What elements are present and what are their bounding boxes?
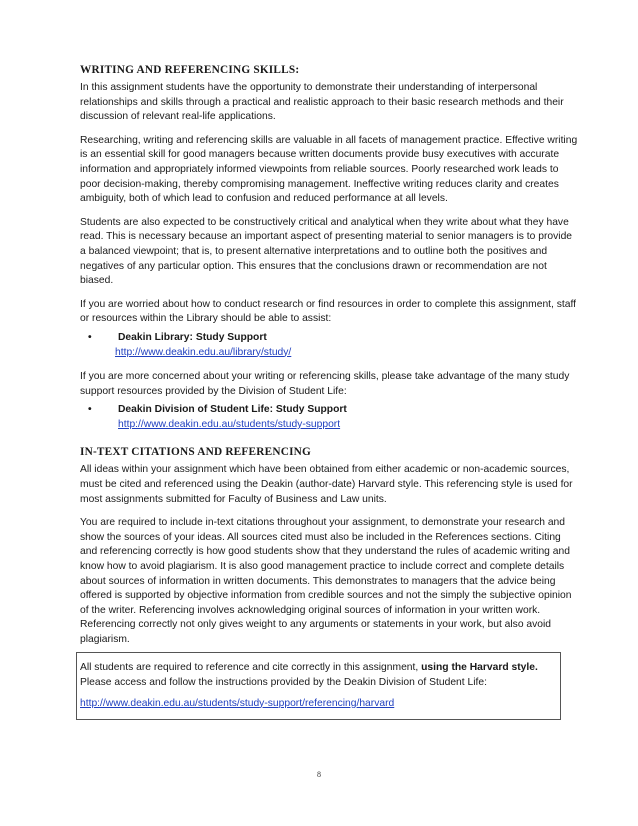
- student-life-support-link[interactable]: http://www.deakin.edu.au/students/study-support: [118, 418, 341, 430]
- paragraph: If you are worried about how to conduct research or find resources in order to complete this assignment, staff or resources within the Library should be able to assist:: [80, 298, 577, 325]
- bullet-title: Deakin Library: Study Support: [118, 331, 267, 343]
- paragraph: Students are also expected to be constructively critical and analytical when they write about what they have read. This is necessary because an important aspect of presenting material to senior managers is to provide a balanced viewpoint; that is, to present alternative interpretations and to outline both the positives and negatives of any particular option. This ensures that the conclusions drawn or recommendation are not biased.: [80, 216, 573, 287]
- bullet-icon: •: [88, 404, 92, 416]
- library-study-link[interactable]: http://www.deakin.edu.au/library/study/: [115, 346, 292, 358]
- bullet-library: [88, 331, 580, 360]
- paragraph: In this assignment students have the opportunity to demonstrate their understanding of interpersonal relationships and skills through a practical and realistic approach to their basic research methods and their discussion of relevant real-life applications.: [80, 82, 564, 123]
- harvard-notice-box: [76, 652, 561, 720]
- bullet-title: Deakin Division of Student Life: Study Support: [118, 404, 347, 416]
- paragraph: Researching, writing and referencing skills are valuable in all facets of management practice. Effective writing is an essential skill for good managers because written documents provide busy executives with accurate information and appropriately informed viewpoints from reliable sources. Poorly researched work leads to poor decision-making, thereby compromising management. Ineffective writing reduces clarity and creates ambiguity, both of which lead to confusion and reduced performance at all levels.: [80, 134, 578, 205]
- page-number: 8: [317, 770, 321, 779]
- section-heading-writing: WRITING AND REFERENCING SKILLS:: [80, 64, 300, 76]
- paragraph: All ideas within your assignment which have been obtained from either academic or non-academic sources, must be cited and referenced using the Deakin (author-date) Harvard style. This referencing style is used for most assignments submitted for Faculty of Business and Law units.: [80, 464, 573, 505]
- bullet-student-life: [88, 403, 580, 432]
- bullet-content: [118, 403, 347, 432]
- bullet-content: [115, 331, 292, 360]
- notice-bold: using the Harvard style.: [421, 661, 538, 673]
- bullet-icon: •: [88, 331, 92, 343]
- notice-text: All students are required to reference and cite correctly in this assignment, using the Harvard style. Please access and follow the instructions provided by the Deakin Division of Student Life:: [80, 661, 538, 688]
- paragraph: You are required to include in-text citations throughout your assignment, to demonstrate your research and show the sources of your ideas. All sources cited must also be included in the References sections. Citing and referencing correctly is how good students show that they understand the rules of academic writing and know how to avoid plagiarism. It is also good management practice to include correct and complete details about sources of information in written documents. This demonstrates to managers that the advice being offered is supported by objective information from credible sources and not the simply the subjective opinion of the writer. Referencing involves acknowledging original sources of information in your written work. Referencing correctly not only gives weight to any arguments or statements in your work, but also avoid plagiarism.: [80, 517, 572, 645]
- section-heading-citations: IN-TEXT CITATIONS AND REFERENCING: [80, 446, 312, 459]
- document-page: [80, 62, 580, 720]
- paragraph: If you are more concerned about your writing or referencing skills, please take advantage of the many study support resources provided by the Division of Student Life:: [80, 371, 570, 397]
- harvard-referencing-link[interactable]: http://www.deakin.edu.au/students/study-support/referencing/harvard: [80, 697, 395, 709]
